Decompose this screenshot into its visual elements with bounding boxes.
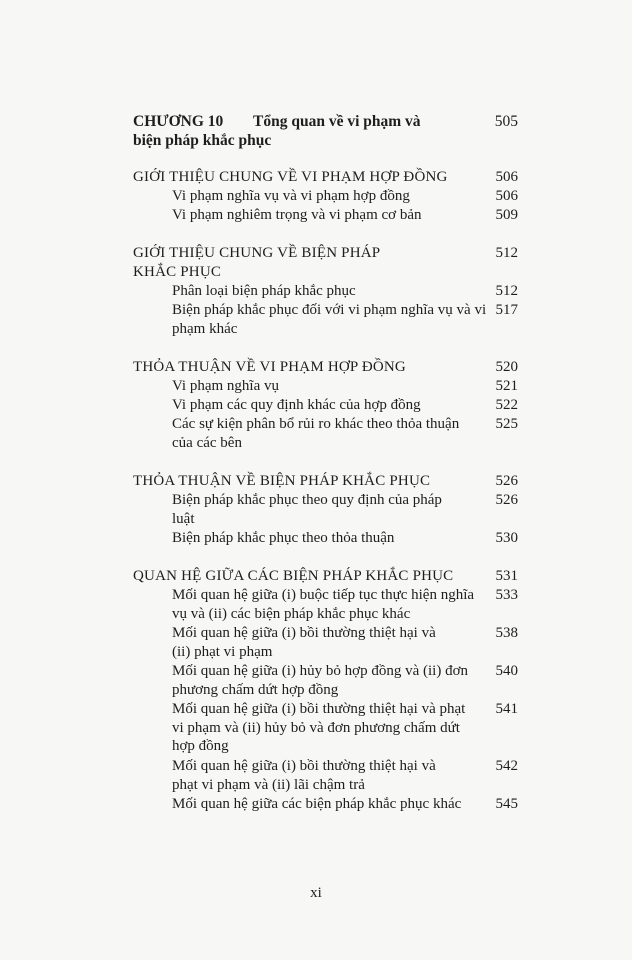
chapter-page-number: 505 [494,113,518,130]
toc-entry-title: Phân loại biện pháp khắc phục [172,283,356,299]
toc-page-number: 531 [495,568,518,584]
toc-page-number: 506 [495,188,518,204]
toc-section-title: GIỚI THIỆU CHUNG VỀ BIỆN PHÁP KHẮC PHỤC [133,245,380,280]
toc-entry-title: Mối quan hệ giữa (i) hủy bỏ hợp đồng và (ii) đơn phương chấm dứt hợp đồng [172,663,469,698]
toc-page-number: 512 [495,283,518,299]
toc-page-number: 530 [495,530,518,546]
toc-page-number: 506 [495,169,518,185]
toc-entry-title: Vi phạm các quy định khác của hợp đồng [172,397,421,413]
toc-section-title: GIỚI THIỆU CHUNG VỀ VI PHẠM HỢP ĐỒNG [133,169,448,185]
chapter-title-line2: biện pháp khắc phục [133,132,272,149]
toc-page-number: 522 [495,397,518,413]
chapter-title-line1: Tổng quan về vi phạm và [253,113,421,130]
toc-entry-title: Mối quan hệ giữa (i) bồi thường thiệt hại và phạt vi phạm và (ii) hủy bỏ và đơn phương chấm dứt hợp đồng [172,701,466,754]
toc-section-title: THỎA THUẬN VỀ VI PHẠM HỢP ĐỒNG [133,359,406,375]
toc-page-number: 509 [495,207,518,223]
toc-entry-title: Mối quan hệ giữa (i) bồi thường thiệt hại và (ii) phạt vi phạm [172,625,436,660]
chapter-number: CHƯƠNG 10 [133,113,224,130]
toc-entry-title: Biện pháp khắc phục theo quy định của pháp luật [172,492,442,527]
toc-page-number: 540 [495,663,518,679]
toc-page-number: 542 [495,758,518,774]
chapter-heading [133,112,518,150]
toc-entry-title: Mối quan hệ giữa (i) bồi thường thiệt hại và phạt vi phạm và (ii) lãi chậm trả [172,758,436,793]
toc-entry-title: Biện pháp khắc phục theo thỏa thuận [172,530,395,546]
toc-page-number: 521 [495,378,518,394]
toc-page-number: 525 [495,416,518,432]
toc-page-number: 545 [495,796,518,812]
toc-entry-title: Vi phạm nghĩa vụ [172,378,279,394]
toc-page-number: 526 [495,492,518,508]
toc-page-number: 520 [495,359,518,375]
toc-entry-title: Mối quan hệ giữa (i) buộc tiếp tục thực hiện nghĩa vụ và (ii) các biện pháp khắc phục khác [172,587,475,622]
toc-page-number: 538 [495,625,518,641]
toc-page-number: 526 [495,473,518,489]
page-folio: xi [310,885,322,901]
toc-entry-title: Vi phạm nghĩa vụ và vi phạm hợp đồng [172,188,410,204]
toc-section-title: QUAN HỆ GIỮA CÁC BIỆN PHÁP KHẮC PHỤC [133,568,454,584]
toc-page-number: 541 [495,701,518,717]
toc-section-title: THỎA THUẬN VỀ BIỆN PHÁP KHẮC PHỤC [133,473,431,489]
toc-entry-title: Các sự kiện phân bổ rủi ro khác theo thỏa thuận của các bên [172,416,460,451]
toc-page-number: 512 [495,245,518,261]
toc-entry-title: Vi phạm nghiêm trọng và vi phạm cơ bản [172,207,422,223]
toc-entry-title: Biện pháp khắc phục đối với vi phạm nghĩa vụ và vi phạm khác [172,302,487,337]
toc-page-number: 533 [495,587,518,603]
toc-entry-title: Mối quan hệ giữa các biện pháp khắc phục khác [172,796,462,812]
toc-page-number: 517 [495,302,518,318]
